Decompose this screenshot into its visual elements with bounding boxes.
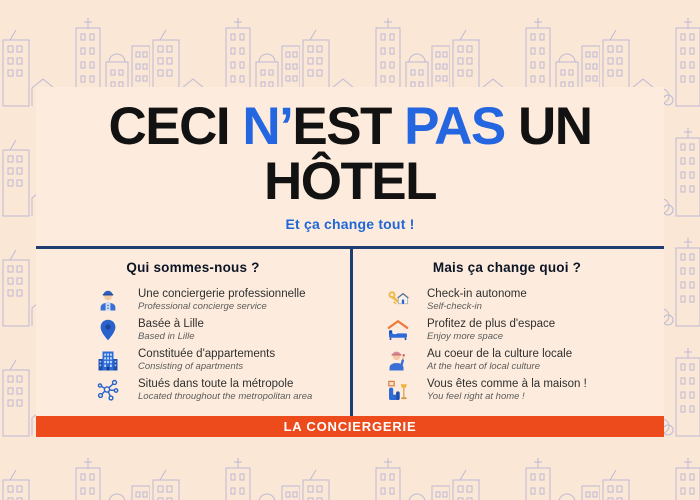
item-subtitle: Self-check-in (427, 301, 482, 312)
title-segment: EST (292, 97, 405, 156)
network-icon (96, 378, 120, 402)
item-subtitle: Based in Lille (138, 331, 195, 342)
item-subtitle: Professional concierge service (138, 301, 267, 312)
item-title: Profitez de plus d'espace (427, 318, 556, 330)
title-segment: N’ (242, 97, 293, 156)
item-subtitle: At the heart of local culture (427, 361, 541, 372)
map-pin-icon (96, 318, 120, 342)
item-title: Basée à Lille (138, 318, 204, 330)
who-we-are-column (36, 249, 350, 416)
list-item (386, 288, 661, 312)
item-title: Une conciergerie professionnelle (138, 288, 306, 300)
list-item (386, 348, 661, 372)
title-line1 (109, 97, 592, 156)
building-icon (96, 348, 120, 372)
item-title: Vous êtes comme à la maison ! (427, 378, 587, 390)
main-card (36, 87, 664, 437)
title-segment: CECI (108, 97, 243, 156)
item-title: Situés dans toute la métropole (138, 378, 294, 390)
title-line2: HÔTEL (263, 152, 437, 211)
item-list (36, 288, 350, 402)
list-item (96, 378, 350, 402)
item-title: Check-in autonome (427, 288, 527, 300)
item-title: Au coeur de la culture locale (427, 348, 573, 360)
title-segment: UN (504, 97, 592, 156)
item-subtitle: Located throughout the metropolitan area (138, 391, 313, 402)
column-header: Mais ça change quoi ? (432, 260, 582, 275)
list-item (386, 378, 661, 402)
item-title: Constituée d'appartements (138, 348, 276, 360)
item-subtitle: Consisting of apartments (138, 361, 244, 372)
brand-label: LA CONCIERGERIE (283, 419, 417, 434)
list-item (96, 288, 350, 312)
item-list (353, 288, 661, 402)
list-item (96, 348, 350, 372)
list-item (386, 318, 661, 342)
column-header: Qui sommes-nous ? (126, 260, 260, 275)
brand-bar (36, 416, 664, 437)
content-columns (36, 249, 664, 416)
list-item (96, 318, 350, 342)
page-title (36, 99, 664, 209)
item-subtitle: You feel right at home ! (427, 391, 525, 402)
armchair-lamp-icon (386, 378, 410, 402)
item-subtitle: Enjoy more space (427, 331, 504, 342)
waving-person-icon (386, 348, 410, 372)
what-changes-column (350, 249, 661, 416)
tagline: Et ça change tout ! (285, 216, 415, 232)
title-segment: PAS (404, 97, 505, 156)
key-house-icon (386, 288, 410, 312)
concierge-icon (96, 288, 120, 312)
bed-roof-icon (386, 318, 410, 342)
